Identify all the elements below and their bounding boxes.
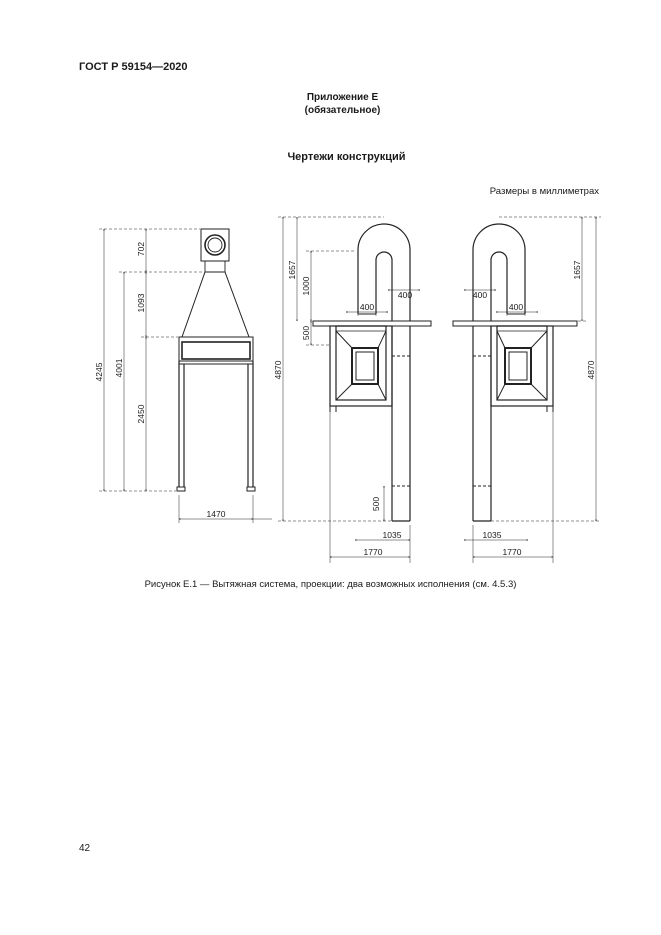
variant-a-dim-span-large: 1770 [363, 547, 383, 557]
variant-b-dim-span-small: 1035 [482, 530, 502, 540]
dim-width: 1470 [206, 509, 226, 519]
variant-b-dim-span-large: 1770 [502, 547, 522, 557]
hood-outline [182, 272, 249, 337]
hood-box [179, 337, 253, 361]
duct-opening-inner [208, 238, 222, 252]
variant-b-dim-pipe-1: 400 [472, 290, 488, 300]
annex-label: Приложение Е [306, 92, 379, 103]
page-number: 42 [79, 843, 91, 854]
dim-body-height: 4001 [114, 358, 124, 378]
variant-b-dim-upper: 1657 [572, 260, 582, 280]
annex-status: (обязательное) [304, 105, 381, 116]
front-view [99, 229, 272, 523]
variant-a-dim-pipe-1: 400 [359, 302, 375, 312]
dim-total-height: 4245 [94, 362, 104, 382]
units-note: Размеры в миллиметрах [489, 186, 599, 197]
variant-a-dim-collar: 500 [301, 325, 311, 341]
variant-b-dim-total: 4870 [586, 360, 596, 380]
document-header: ГОСТ Р 59154—2020 [79, 61, 188, 73]
variant-a-dim-total: 4870 [273, 360, 283, 380]
section-title: Чертежи конструкций [287, 151, 406, 163]
variant-a-dim-span-small: 1035 [382, 530, 402, 540]
dim-legs: 2450 [136, 404, 146, 424]
variant-a-dim-bend: 1000 [301, 276, 311, 296]
dim-top-duct: 702 [136, 241, 146, 257]
variant-a-dim-upper: 1657 [287, 260, 297, 280]
variant-a-dim-bottom: 500 [371, 496, 381, 512]
dim-hood: 1093 [136, 293, 146, 313]
figure-caption: Рисунок Е.1 — Вытяжная система, проекции: два возможных исполнения (см. 4.5.3) [144, 579, 517, 590]
variant-a-dim-pipe-2: 400 [397, 290, 413, 300]
variant-b-dim-pipe-2: 400 [508, 302, 524, 312]
variant-a-view [278, 217, 431, 563]
